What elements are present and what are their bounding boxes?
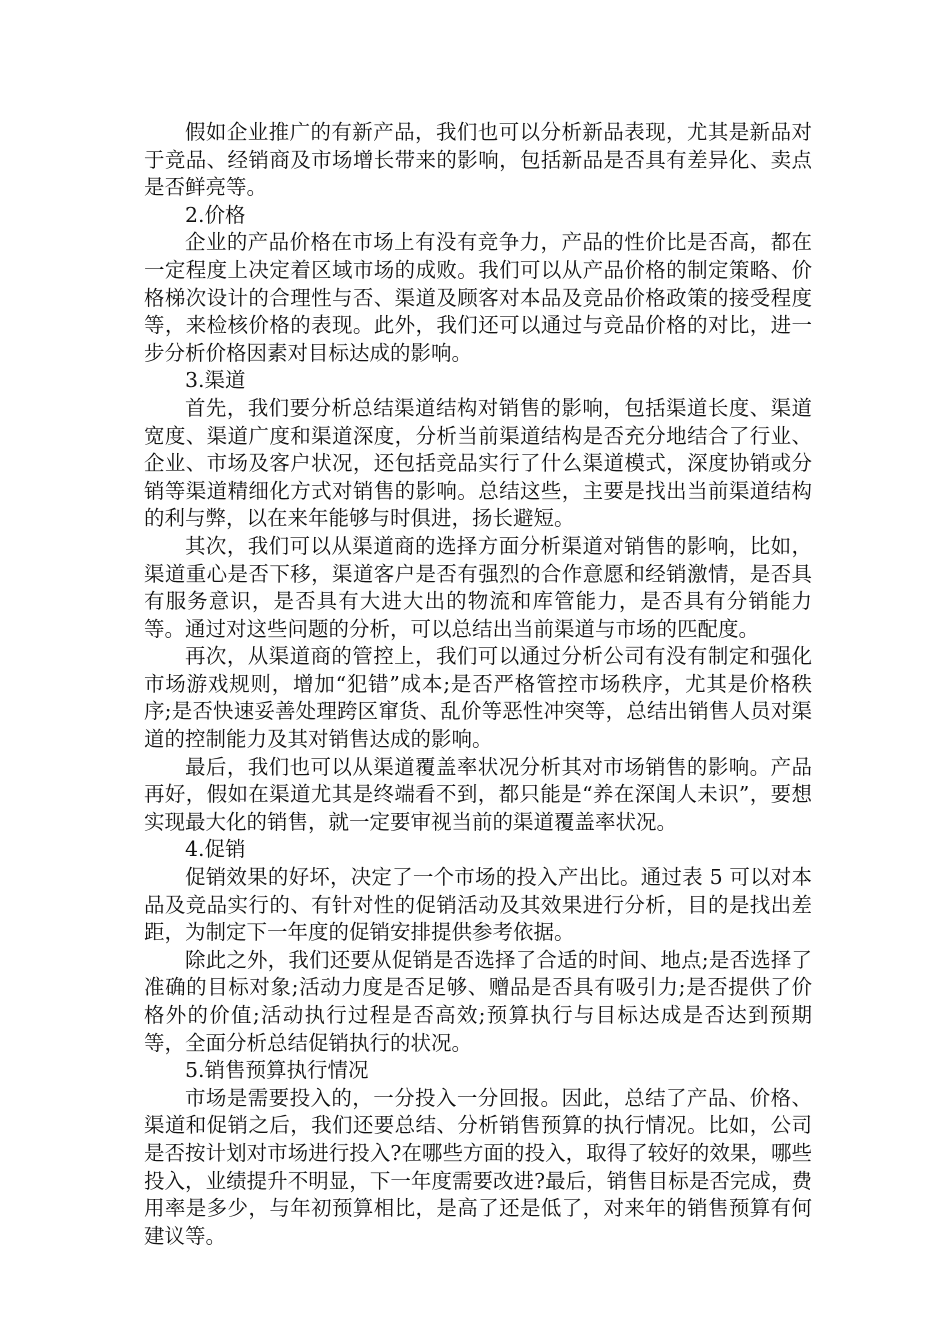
paragraph-promotion-execution: 除此之外，我们还要从促销是否选择了合适的时间、地点;是否选择了准确的目标对象;活动力度是否足够、赠品是否具有吸引力;是否提供了价格外的价值;活动执行过程是否高效;预算执行与目标达成是否达到预期等，全面分析总结促销执行的状况。 — [144, 947, 812, 1055]
paragraph-promotion-effect: 促销效果的好坏，决定了一个市场的投入产出比。通过表 5 可以对本品及竞品实行的、有针对性的促销活动及其效果进行分析，目的是找出差距，为制定下一年度的促销安排提供参考依据。 — [144, 865, 812, 945]
document-body — [144, 119, 812, 1250]
paragraph-channel-selection: 其次，我们可以从渠道商的选择方面分析渠道对销售的影响，比如，渠道重心是否下移，渠道客户是否有强烈的合作意愿和经销激情，是否具有服务意识，是否具有大进大出的物流和库管能力，是否具有分销能力等。通过对这些问题的分析，可以总结出当前渠道与市场的匹配度。 — [144, 533, 812, 641]
paragraph-price: 企业的产品价格在市场上有没有竞争力，产品的性价比是否高，都在一定程度上决定着区域市场的成败。我们可以从产品价格的制定策略、价格梯次设计的合理性与否、渠道及顾客对本品及竞品价格政策的接受程度等，来检核价格的表现。此外，我们还可以通过与竞品价格的对比，进一步分析价格因素对目标达成的影响。 — [144, 230, 812, 365]
section-heading-budget: 5.销售预算执行情况 — [185, 1058, 369, 1083]
section-heading-price: 2.价格 — [185, 202, 246, 227]
section-heading-channel: 3.渠道 — [185, 368, 246, 393]
paragraph-budget: 市场是需要投入的，一分投入一分回报。因此，总结了产品、价格、渠道和促销之后，我们还要总结、分析销售预算的执行情况。比如，公司是否按计划对市场进行投入?在哪些方面的投入，取得了较好的效果，哪些投入，业绩提升不明显，下一年度需要改进?最后，销售目标是否完成，费用率是多少，与年初预算相比，是高了还是低了，对来年的销售预算有何建议等。 — [144, 1085, 812, 1248]
paragraph-channel-structure: 首先，我们要分析总结渠道结构对销售的影响，包括渠道长度、渠道宽度、渠道广度和渠道深度，分析当前渠道结构是否充分地结合了行业、企业、市场及客户状况，还包括竞品实行了什么渠道模式，深度协销或分销等渠道精细化方式对销售的影响。总结这些，主要是找出当前渠道结构的利与弊，以在来年能够与时俱进，扬长避短。 — [144, 395, 812, 531]
section-heading-promotion: 4.促销 — [185, 837, 246, 862]
paragraph-channel-control: 再次，从渠道商的管控上，我们可以通过分析公司有没有制定和强化市场游戏规则，增加“犯错”成本;是否严格管控市场秩序，尤其是价格秩序;是否快速妥善处理跨区窜货、乱价等恶性冲突等，总结出销售人员对渠道的控制能力及其对销售达成的影响。 — [144, 644, 812, 752]
paragraph-new-product: 假如企业推广的有新产品，我们也可以分析新品表现，尤其是新品对于竞品、经销商及市场增长带来的影响，包括新品是否具有差异化、卖点是否鲜亮等。 — [144, 120, 812, 200]
paragraph-channel-coverage: 最后，我们也可以从渠道覆盖率状况分析其对市场销售的影响。产品再好，假如在渠道尤其是终端看不到，都只能是“养在深闺人未识”，要想实现最大化的销售，就一定要审视当前的渠道覆盖率状况。 — [144, 754, 812, 834]
